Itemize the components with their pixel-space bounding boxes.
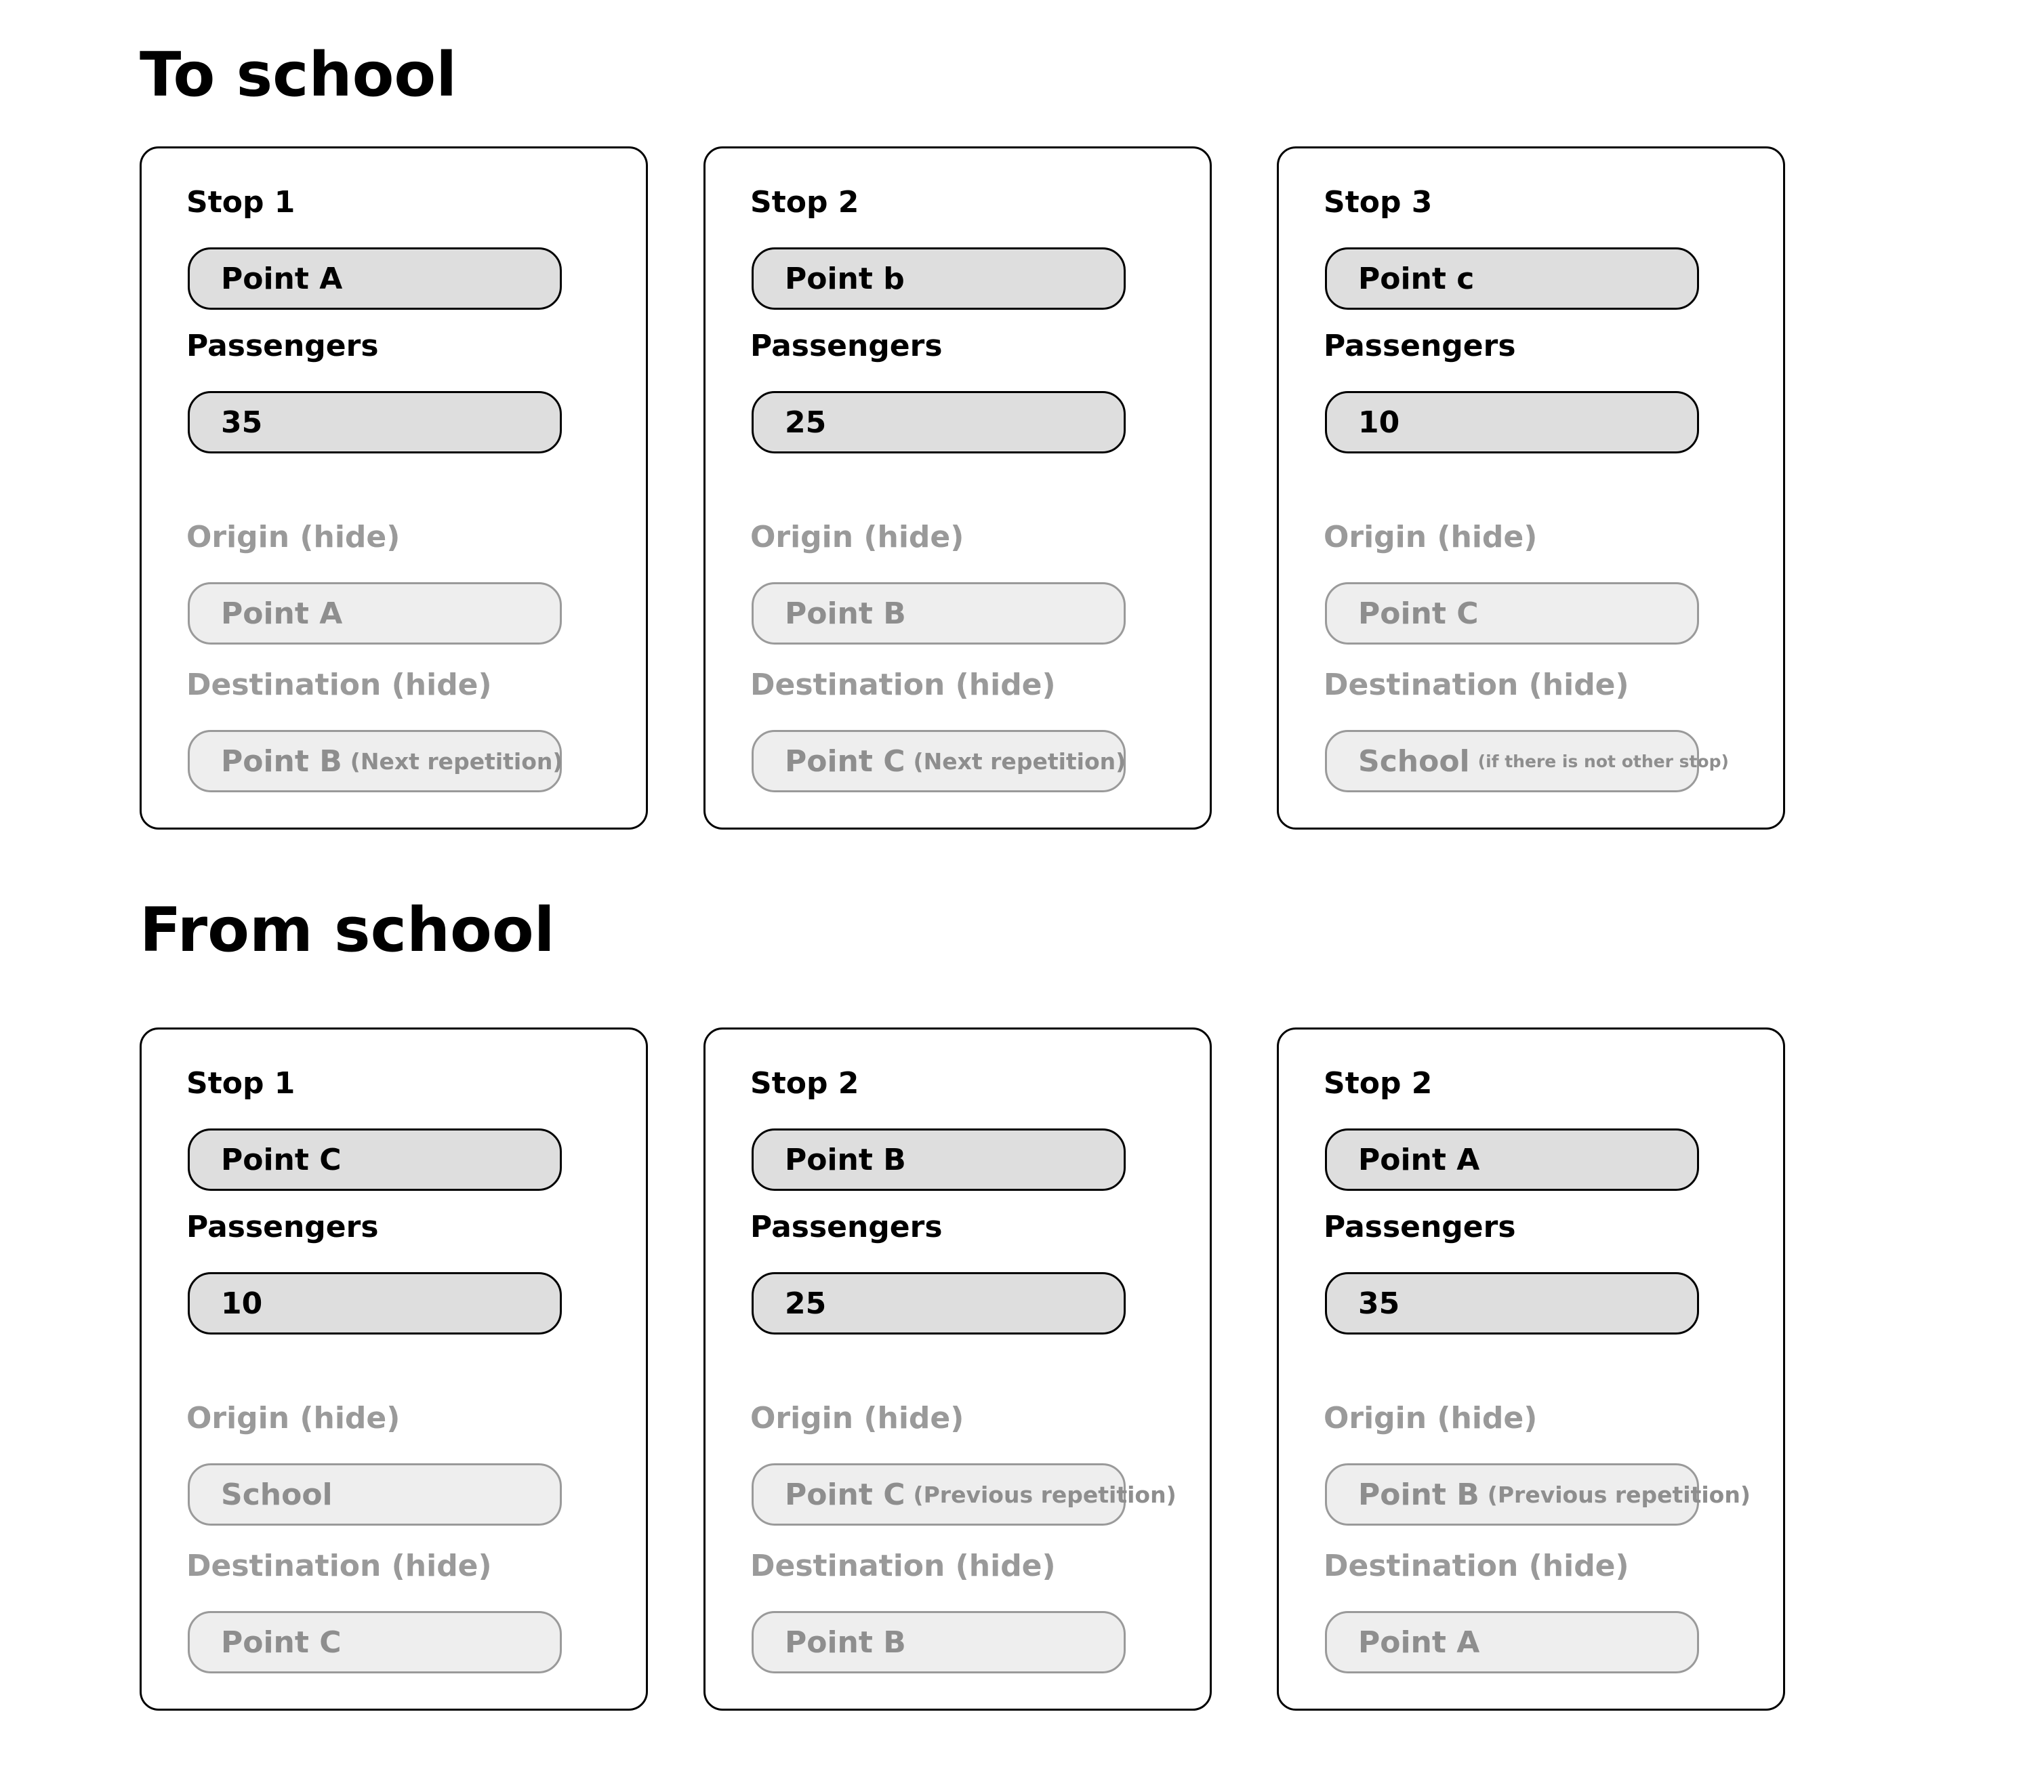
passengers-field[interactable] xyxy=(188,1272,562,1335)
passengers-field[interactable] xyxy=(1325,391,1699,453)
origin-label: Origin (hide) xyxy=(750,1401,964,1435)
destination-label: Destination (hide) xyxy=(750,1549,1056,1583)
destination-label: Destination (hide) xyxy=(1324,668,1629,702)
origin-value: Point A xyxy=(221,596,343,631)
stop-label: Stop 2 xyxy=(1324,1066,1433,1101)
origin-value: Point B xyxy=(1358,1477,1479,1512)
origin-value: Point C xyxy=(1358,596,1479,631)
origin-label: Origin (hide) xyxy=(1324,1401,1538,1435)
passengers-label: Passengers xyxy=(186,329,379,363)
stop-label: Stop 2 xyxy=(750,1066,859,1101)
origin-note: (Previous repetition) xyxy=(1487,1481,1751,1508)
origin-label: Origin (hide) xyxy=(186,520,401,554)
destination-value: Point B xyxy=(785,1625,906,1660)
destination-note: (Next repetition) xyxy=(350,748,563,775)
origin-label: Origin (hide) xyxy=(750,520,964,554)
origin-field[interactable] xyxy=(188,582,562,645)
destination-field[interactable] xyxy=(752,1611,1126,1673)
passengers-field[interactable] xyxy=(1325,1272,1699,1335)
to-school-title: To school xyxy=(140,39,457,110)
destination-field[interactable] xyxy=(1325,730,1729,792)
destination-value: Point C xyxy=(221,1625,342,1660)
origin-field[interactable] xyxy=(1325,1463,1751,1526)
stop-point-value: Point A xyxy=(1358,1142,1480,1177)
stop-point-value: Point C xyxy=(221,1142,342,1177)
stop-card xyxy=(1277,1027,1785,1711)
passengers-label: Passengers xyxy=(750,1210,943,1244)
passengers-value: 35 xyxy=(221,405,263,440)
destination-value: Point C xyxy=(785,744,905,779)
stop-card xyxy=(140,1027,648,1711)
destination-field[interactable] xyxy=(188,1611,562,1673)
stop-point-value: Point B xyxy=(785,1142,906,1177)
origin-field[interactable] xyxy=(1325,582,1699,645)
passengers-value: 10 xyxy=(221,1286,263,1321)
passengers-value: 25 xyxy=(785,1286,827,1321)
stop-point-value: Point b xyxy=(785,261,905,296)
stop-label: Stop 1 xyxy=(186,185,295,220)
destination-value: Point A xyxy=(1358,1625,1480,1660)
destination-note: (if there is not other stop) xyxy=(1477,751,1729,771)
origin-label: Origin (hide) xyxy=(186,1401,401,1435)
from-school-title: From school xyxy=(140,895,555,966)
destination-value: School xyxy=(1358,744,1470,779)
passengers-field[interactable] xyxy=(752,391,1126,453)
stop-point-value: Point c xyxy=(1358,261,1475,296)
destination-field[interactable] xyxy=(752,730,1126,792)
origin-field[interactable] xyxy=(188,1463,562,1526)
stop-point-field[interactable] xyxy=(1325,247,1699,310)
origin-value: Point C xyxy=(785,1477,905,1512)
destination-field[interactable] xyxy=(188,730,562,792)
stop-card xyxy=(703,1027,1212,1711)
stop-point-value: Point A xyxy=(221,261,343,296)
stop-label: Stop 1 xyxy=(186,1066,295,1101)
origin-note: (Previous repetition) xyxy=(913,1481,1177,1508)
passengers-field[interactable] xyxy=(188,391,562,453)
stop-point-field[interactable] xyxy=(752,1128,1126,1191)
destination-value: Point B xyxy=(221,744,342,779)
stop-point-field[interactable] xyxy=(752,247,1126,310)
stop-label: Stop 3 xyxy=(1324,185,1433,220)
passengers-label: Passengers xyxy=(750,329,943,363)
stop-card xyxy=(1277,146,1785,830)
destination-note: (Next repetition) xyxy=(913,748,1126,775)
origin-field[interactable] xyxy=(752,1463,1177,1526)
destination-label: Destination (hide) xyxy=(1324,1549,1629,1583)
stop-point-field[interactable] xyxy=(188,247,562,310)
passengers-value: 10 xyxy=(1358,405,1400,440)
passengers-field[interactable] xyxy=(752,1272,1126,1335)
stop-label: Stop 2 xyxy=(750,185,859,220)
origin-value: School xyxy=(221,1477,333,1512)
stop-card xyxy=(140,146,648,830)
stop-card xyxy=(703,146,1212,830)
passengers-label: Passengers xyxy=(1324,1210,1516,1244)
destination-field[interactable] xyxy=(1325,1611,1699,1673)
origin-field[interactable] xyxy=(752,582,1126,645)
passengers-label: Passengers xyxy=(1324,329,1516,363)
origin-label: Origin (hide) xyxy=(1324,520,1538,554)
stop-point-field[interactable] xyxy=(188,1128,562,1191)
passengers-value: 35 xyxy=(1358,1286,1400,1321)
destination-label: Destination (hide) xyxy=(750,668,1056,702)
destination-label: Destination (hide) xyxy=(186,668,492,702)
stop-point-field[interactable] xyxy=(1325,1128,1699,1191)
destination-label: Destination (hide) xyxy=(186,1549,492,1583)
passengers-value: 25 xyxy=(785,405,827,440)
passengers-label: Passengers xyxy=(186,1210,379,1244)
origin-value: Point B xyxy=(785,596,906,631)
